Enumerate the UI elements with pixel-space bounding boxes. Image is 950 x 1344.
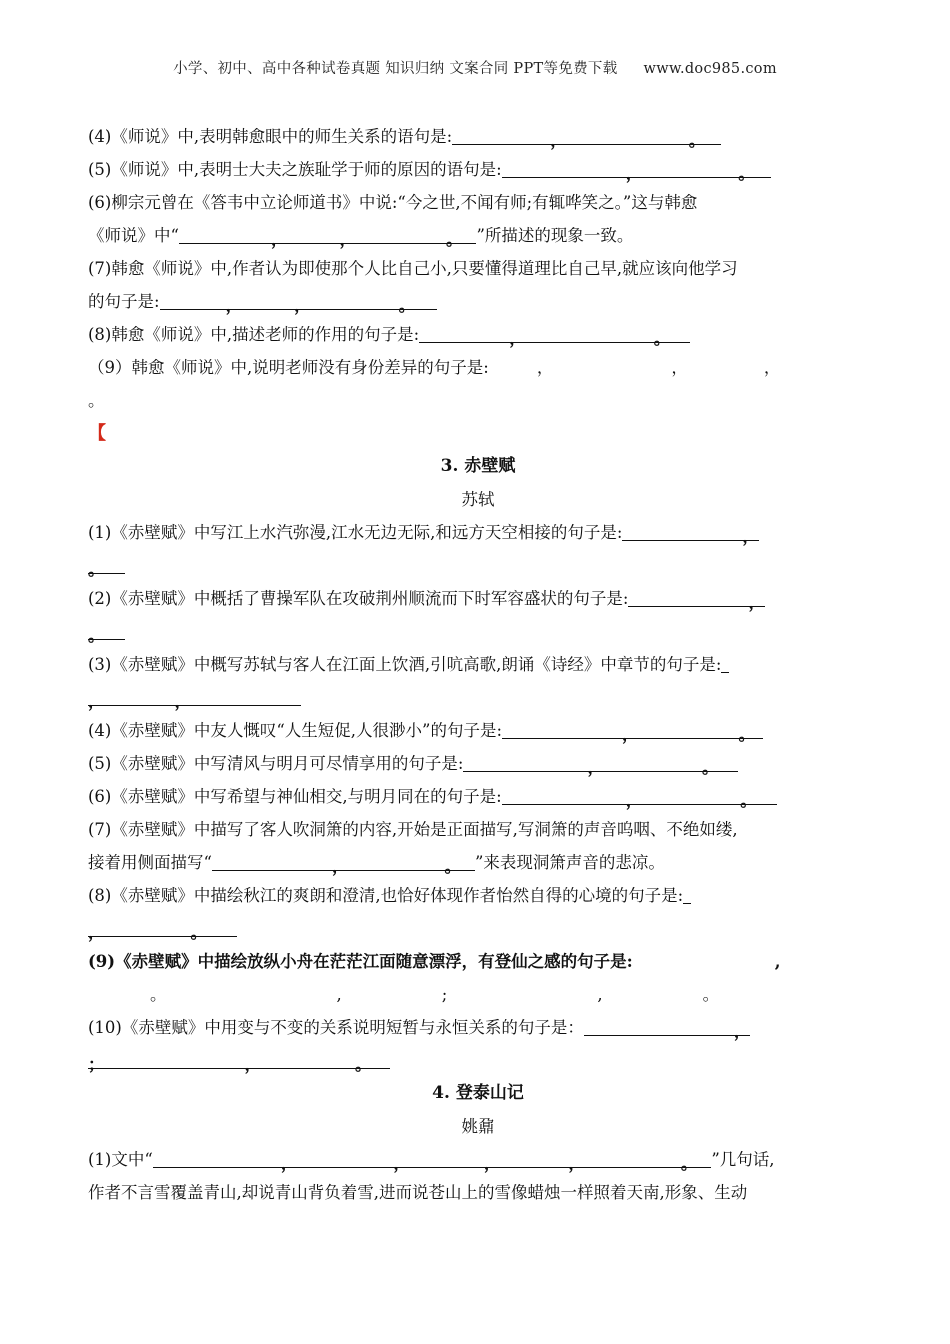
dengtaishan-question-1-cont: 作者不言雪覆盖青山,却说青山背负着雪,进而说苍山上的雪像蜡烛一样照着天南,形象、生动 bbox=[88, 1183, 748, 1202]
chibifu-question-4: (4)《赤壁赋》中友人慨叹“人生短促,人很渺小”的句子是: ， 。 bbox=[88, 714, 868, 747]
answer-blank[interactable]: ， ， bbox=[88, 685, 301, 706]
chibifu-question-6: (6)《赤壁赋》中写希望与神仙相交,与明月同在的句子是: ， 。 bbox=[88, 780, 868, 813]
author-su-shi: 苏轼 bbox=[461, 490, 495, 509]
chibifu-question-10-cont bbox=[88, 1044, 868, 1077]
answer-blank[interactable]: ， bbox=[584, 1015, 751, 1036]
worksheet-body bbox=[88, 120, 868, 1209]
chibifu-question-8-cont bbox=[88, 912, 868, 945]
shishuo-question-8: (8)韩愈《师说》中,描述老师的作用的句子是: ， 。 bbox=[88, 318, 868, 351]
header-text: 小学、初中、高中各种试卷真题 知识归纳 文案合同 PPT等免费下载 bbox=[173, 61, 618, 77]
chibifu-question-1-cont bbox=[88, 549, 868, 582]
answer-blank[interactable]: ， 。 bbox=[88, 916, 237, 937]
answer-blank[interactable]: ， 。 bbox=[502, 157, 771, 178]
section-title-chibifu: 3. 赤壁赋 bbox=[440, 456, 516, 476]
answer-blank[interactable]: ， ， 。 bbox=[179, 223, 477, 244]
shishuo-question-6: (6)柳宗元曾在《答韦中立论师道书》中说:“今之世,不闻有师;有辄哗笑之。”这与韩愈 bbox=[88, 193, 698, 212]
answer-blank[interactable]: ， 。 bbox=[502, 718, 763, 739]
answer-blank[interactable]: ， 。 bbox=[463, 751, 738, 772]
header-url[interactable]: www.doc985.com bbox=[643, 61, 777, 77]
dengtaishan-question-1: (1)文中“ ， ， ， ， 。 ”几句话, bbox=[88, 1143, 868, 1176]
answer-blank[interactable]: ， 。 bbox=[212, 850, 475, 871]
chibifu-question-1: (1)《赤壁赋》中写江上水汽弥漫,江水无边无际,和远方天空相接的句子是: ， bbox=[88, 516, 868, 549]
chibifu-question-7: (7)《赤壁赋》中描写了客人吹洞箫的内容,开始是正面描写,写洞箫的声音呜咽、不绝如缕, bbox=[88, 820, 738, 839]
answer-blank[interactable]: ， 。 bbox=[502, 784, 777, 805]
chibifu-question-3: (3)《赤壁赋》中概写苏轼与客人在江面上饮酒,引吭高歌,朗诵《诗经》中章节的句子是: bbox=[88, 648, 868, 681]
chibifu-question-10: (10)《赤壁赋》中用变与不变的关系说明短暂与永恒关系的句子是： ， bbox=[88, 1011, 868, 1044]
section-title-dengtaishan: 4. 登泰山记 bbox=[432, 1083, 524, 1103]
shishuo-question-9-end: 。 bbox=[88, 391, 105, 410]
chibifu-question-3-cont bbox=[88, 681, 868, 714]
chibifu-question-2-cont bbox=[88, 615, 868, 648]
chibifu-question-2: (2)《赤壁赋》中概括了曹操军队在攻破荆州顺流而下时军容盛状的句子是: ， bbox=[88, 582, 868, 615]
shishuo-question-4: (4)《师说》中,表明韩愈眼中的师生关系的语句是: ， 。 bbox=[88, 120, 868, 153]
answer-blank[interactable]: ， bbox=[628, 586, 765, 607]
answer-blank[interactable]: 。 bbox=[88, 619, 125, 640]
answer-blank[interactable] bbox=[721, 652, 729, 673]
chibifu-question-8: (8)《赤壁赋》中描绘秋江的爽朗和澄清,也恰好体现作者怡然自得的心境的句子是: bbox=[88, 879, 868, 912]
answer-blank[interactable]: ， bbox=[622, 520, 759, 541]
shishuo-question-5: (5)《师说》中,表明士大夫之族耻学于师的原因的语句是: ， 。 bbox=[88, 153, 868, 186]
section-bracket-mark: 【 bbox=[88, 423, 106, 444]
shishuo-question-6-cont: 《师说》中“ ， ， 。 ”所描述的现象一致。 bbox=[88, 219, 868, 252]
answer-blank[interactable]: ； ， 。 bbox=[88, 1048, 390, 1069]
shishuo-question-7: (7)韩愈《师说》中,作者认为即使那个人比自己小,只要懂得道理比自己早,就应该向他学习 bbox=[88, 259, 738, 278]
author-yao-nai: 姚鼐 bbox=[461, 1117, 495, 1136]
answer-blank[interactable]: ， ， ， ， 。 bbox=[153, 1147, 712, 1168]
chibifu-question-7-cont: 接着用侧面描写“ ， 。 ”来表现洞箫声音的悲凉。 bbox=[88, 846, 868, 879]
page-header bbox=[0, 57, 950, 78]
chibifu-question-5: (5)《赤壁赋》中写清风与明月可尽情享用的句子是: ， 。 bbox=[88, 747, 868, 780]
shishuo-question-9: （9）韩愈《师说》中,说明老师没有身份差异的句子是: ， ， ， bbox=[88, 358, 781, 377]
answer-blank[interactable] bbox=[683, 883, 691, 904]
answer-blank[interactable]: ， 。 bbox=[419, 322, 690, 343]
answer-blank[interactable]: 。 bbox=[88, 553, 125, 574]
answer-blank[interactable]: ， ， 。 bbox=[160, 289, 438, 310]
answer-blank[interactable]: ， 。 bbox=[452, 124, 721, 145]
shishuo-question-7-cont: 的句子是: ， ， 。 bbox=[88, 285, 868, 318]
chibifu-question-9-cont: 。 , ; , 。 bbox=[150, 985, 720, 1004]
chibifu-question-9: (9)《赤壁赋》中描绘放纵小舟在茫茫江面随意漂浮，有登仙之感的句子是: , bbox=[88, 952, 781, 971]
